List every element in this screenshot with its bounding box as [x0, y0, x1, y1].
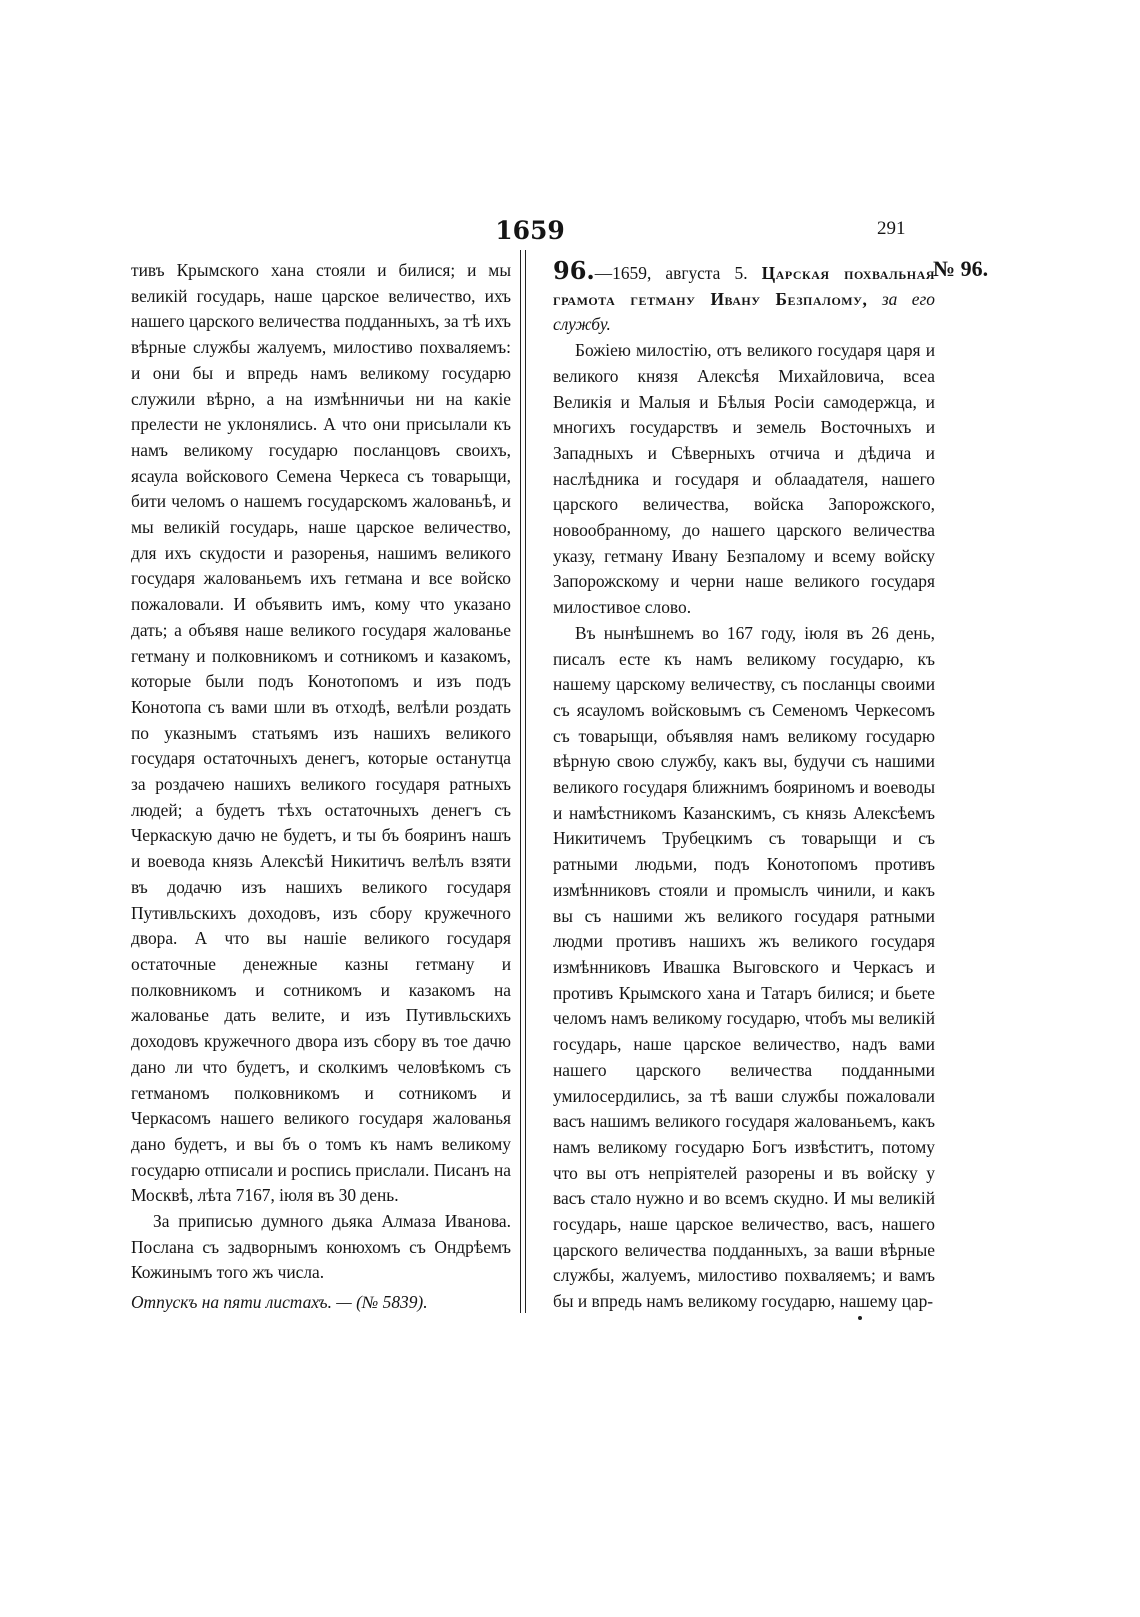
entry-heading [553, 258, 935, 338]
entry-date: —1659, августа 5. [594, 263, 748, 283]
right-column [553, 258, 935, 1315]
paragraph-body: Въ нынѣшнемъ во 167 году, iюля въ 26 день, писалъ есте къ намъ великому государю, къ нашему царскому величеству, съ посланцы своими съ ясауломъ войсковымъ съ Семеномъ Черкесомъ съ товарыщи, объявляя намъ великому государю вѣрную свою службу, какъ вы, будучи съ нашими великого государя ближнимъ бояриномъ и воеводы и намѣстникомъ Казанскимъ, съ князь Алексѣемъ Никитичемъ Трубецкимъ съ товарыщи и съ ратными людьми, подъ Конотопомъ противъ измѣнниковъ стояли и промыслъ чинили, и какъ вы съ нашими жъ великого государя ратными людми противъ нашихъ жъ великого государя измѣнниковъ Ивашка Выговского и Черкасъ и противъ Крымского хана и Татаръ билися; и бьете челомъ намъ великому государю, чтобъ мы великiй государь, наше царское величество, надъ вами нашего царского величества подданными умилосердились, за тѣ ваши службы пожаловали васъ нашимъ великого государя жалованьемъ, какъ намъ великому государю Богъ извѣститъ, потому что вы отъ непрiятелей разорены и въ войску у васъ стало нужно и во всемъ скудно. И мы великiй государь, наше царское величество, васъ, нашего царского величества подданныхъ, за ваши вѣрные службы, жалуемъ, милостиво похваляемъ; и вамъ бы и впредь намъ великому государю, нашему цар- [553, 622, 935, 1312]
page-year-header: 1659 [495, 216, 565, 245]
signature-note: За приписью думного дьяка Алмаза Иванова. Послана съ задворнымъ конюхомъ съ Ондрѣемъ Кожинымъ того жъ числа. [131, 1211, 511, 1283]
ink-dot [858, 1316, 862, 1320]
page-number: 291 [877, 218, 906, 239]
column-divider-right [525, 250, 526, 1313]
left-column [131, 258, 511, 1316]
margin-entry-marker: № 96. [933, 256, 989, 281]
paragraph-salutation: Божiею милостiю, отъ великого государя царя и великого князя Алексѣя Михайловича, всеа Великiя и Малыя и Бѣлыя Росiи самодержца, и многихъ государствъ и земель Восточныхъ и Западныхъ и Сѣверныхъ отчича и дѣдича и наслѣдника и государя и облаадателя, нашего царского величества, войска Запорожского, новообранному, до нашего царского величества указу, гетману Ивану Безпалому и всему войску Запорожскому и черни наше великого государя милостивое слово. [553, 340, 935, 618]
entry-number: 96. [553, 256, 595, 285]
entry-title: Царская похвальная грамота гетману Ивану Безпалому, [553, 263, 935, 309]
left-column-text: тивъ Крымского хана стояли и билися; и мы великiй государь, наше царское величество, ихъ нашего царского величества подданныхъ, за тѣ ихъ вѣрные службы жалуемъ, милостиво похваляемъ: и они бы и впредь намъ великому государю служили вѣрно, а на измѣнничьи ни на какiе прелести не уклонялись. А что они присылали къ намъ великому государю посланцовъ своихъ, ясаула войскового Семена Черкеса съ товарыщи, бити челомъ о нашемъ государскомъ жалованьѣ, и мы великiй государь, наше царское величество, для ихъ скудости и разоренья, нашимъ великого государя жалованьемъ ихъ гетмана и все войско пожаловали. И объявить имъ, кому что указано дать; а объявя наше великого государя жалованье гетману и полковникомъ и сотникомъ и казакомъ, которые были подъ Конотопомъ и изъ подъ Конотопа съ вами шли въ отходѣ, велѣли роздать по указнымъ статьямъ изъ нашихъ великого государя остаточныхъ денегъ, которые останутца за роздачею нашихъ великого государя ратныхъ людей; а будетъ тѣхъ остаточныхъ денегъ съ Черкаскую дачю не будетъ, и ты бъ бояринъ нашъ и воевода князь Алексѣй Никитичъ велѣлъ взяти въ додачю изъ нашихъ великого государя Путивльскихъ доходовъ, изъ сбору кружечного двора. А что вы нашіе великого государя остаточные денежные казны гетману и полковникомъ и сотникомъ и казакомъ на жалованье дать велите, и изъ Путивльскихъ доходовъ кружечного двора изъ сбору въ тое дачю дано ли что будетъ, и сколкимъ человѣкомъ съ гетманомъ полковникомъ и сотникомъ и Черкасомъ нашего великого государя жалованья дано будетъ, и вы бъ о томъ къ намъ великому государю отписали и роспись прислали. Писанъ на Москвѣ, лѣта 7167, iюля въ 30 день. [131, 260, 511, 1206]
column-divider-left [520, 250, 521, 1313]
archive-footnote: Отпускъ на пяти листахъ. — (№ 5839). [131, 1292, 428, 1313]
entry-subtitle: за его службу. [553, 288, 935, 335]
